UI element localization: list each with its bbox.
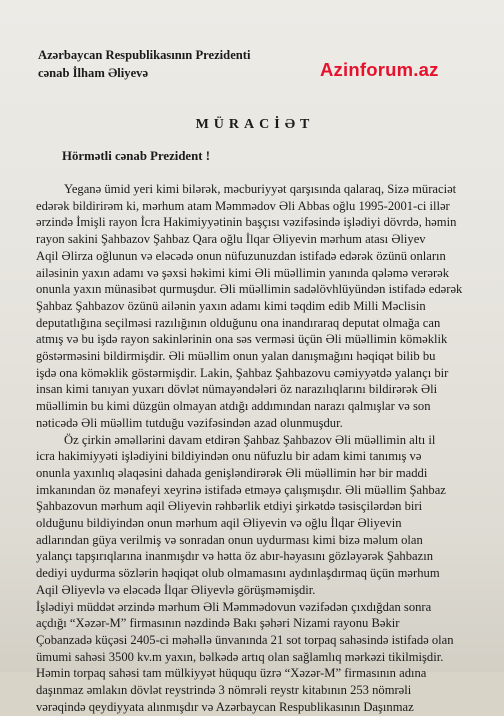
text-line: işdə ona köməklik göstərmişdir. Lakin, Şahbaz Şahbazovu cəmiyyətdə yalançı bir [36,365,449,380]
text-line: rayon sakini Şahbazov Şahbaz Qara oğlu İlqar Əliyevin mərhum atası Əliyev [36,232,426,247]
text-line: vərəqində qeydiyyata alınmışdır və Azərbaycan Respublikasının Daşınmaz [36,699,414,714]
text-line: olduğunu bildiyindən onun mərhum aqil Əliyevin və oğlu İlqar Əliyevin [36,516,402,531]
text-line: Aqil Əlirza oğlunun və eləcədə onun nüfuzunuzdan istifadə edərək özünü onların [36,248,446,263]
text-line: Öz çirkin əməllərini davam etdirən Şahbaz Şahbazov Əli müəllimin altı il [64,432,436,447]
text-line: ərzində İmişli rayon İcra Hakimiyyətinin başçısı vəzifəsində işlədiyi dövrdə, həmin [36,215,457,230]
text-line: Çobanzadə küçəsi 2405-ci məhəllə ünvanında 21 sot torpaq sahəsində istifadə olan [36,632,454,647]
text-line: adlarından güya verilmiş və sonradan onun uydurması kimi bizə məlum olan [36,532,423,547]
paragraph-3 [36,599,490,716]
text-line: dediyi uydurma sözlərin həqiqət olub olmamasını aydınlaşdırmaq üçün mərhum [36,566,440,581]
text-line: nəticədə Əli müəllim tutduğu vəzifəsindən azad olunmuşdur. [36,415,343,430]
text-line: Həmin torpaq sahəsi tam mülkiyyət hüququ üzrə “Xəzər-M” firmasının adına [36,666,427,681]
text-line: ümumi sahəsi 3500 kv.m yaxın, bəlkədə artıq olan sağlamlıq mərkəzi tikilmişdir. [36,649,444,664]
text-line: insan kimi tanıyan yuxarı dövlət nümayəndələri öz narazılıqlarını bildirərək Əli [36,382,438,397]
text-line: Şahbazovun mərhum aqil Əliyevin rəhbərlik etdiyi şirkətdə təsisçilərdən biri [36,499,423,514]
text-line: ailəsinin yaxın adamı və şəxsi həkimi kimi Əli müəllimin yanında qələmə verərək [36,265,450,280]
text-line: edərək bildirirəm ki, mərhum atam Məmmədov Əli Abbas oğlu 1995-2001-ci illər [36,198,450,213]
text-line: göstərməsini bildirmişdir. Əli müəllim onun yalan danışmağını həqiqət bilib bu [36,349,436,364]
paragraph-2 [36,432,490,599]
letter-title: MÜRACİƏT [195,117,315,132]
text-line: Yeganə ümid yeri kimi bilərək, məcburiyyət qarşısında qalaraq, Sizə müraciət [64,182,457,196]
text-line: onunla yaxınlıq əlaqəsini dahada genişləndirərək Əli müəllimin hər bir maddi [36,465,428,480]
text-line: Şahbaz Şahbazov özünü ailənin yaxın adamı kimi təqdim edib Milli Məclisin [36,298,426,313]
letter-body [36,181,490,716]
site-watermark: Azinforum.az [320,59,439,80]
addressee-name: cənab İlham Əliyevə [38,66,149,80]
text-line: imkanından öz mənafeyi xeyrinə istifadə etməyə çalışmışdır. Əli müəllim Şahbaz [36,482,446,497]
text-line: deputatlığına seçilməsi razılığının olduğunu ona inandıraraq deputat olmağa can [36,315,441,330]
text-line: yalançı tapşırıqlarına inanmışdır və hətta öz abır-həyasını gözləyərək Şahbazın [36,549,433,564]
addressee-block [38,46,250,82]
text-line: daşınmaz əmlakın dövlət reystrində 3 nömrəli reystr kitabının 253 nömrəli [36,683,412,698]
text-line: icra hakimiyyəti işlədiyini bildiyindən onu nüfuzlu bir adam kimi tanımış və [36,449,422,464]
text-line: Aqil Əliyevlə və eləcədə İlqar Əliyevlə görüşməmişdir. [36,582,316,597]
text-line: müəllimin bu kimi düzgün olmayan atdığı addımından narazı qalmışlar və son [36,399,431,414]
text-line: atmış və bu işdə rayon sakinlərinin ona səs verməsi üçün Əli müəllimin köməklik [36,332,448,347]
text-line: onunla yaxın münasibət qurmuşdur. Əli müəllimin sadəlövhlüyündən istifadə edərək [36,282,463,297]
text-line: İşlədiyi müddət ərzində mərhum Əli Məmmədovun vəzifədən çıxdığdan sonra [36,599,432,614]
salutation: Hörmətli cənab Prezident ! [62,149,210,163]
paragraph-1 [36,181,490,432]
text-line: açdığı “Xəzər-M” firmasının nəzdində Bakı şəhəri Nizami rayonu Bəkir [36,616,400,631]
addressee-title: Azərbaycan Respublikasının Prezidenti [38,48,251,62]
